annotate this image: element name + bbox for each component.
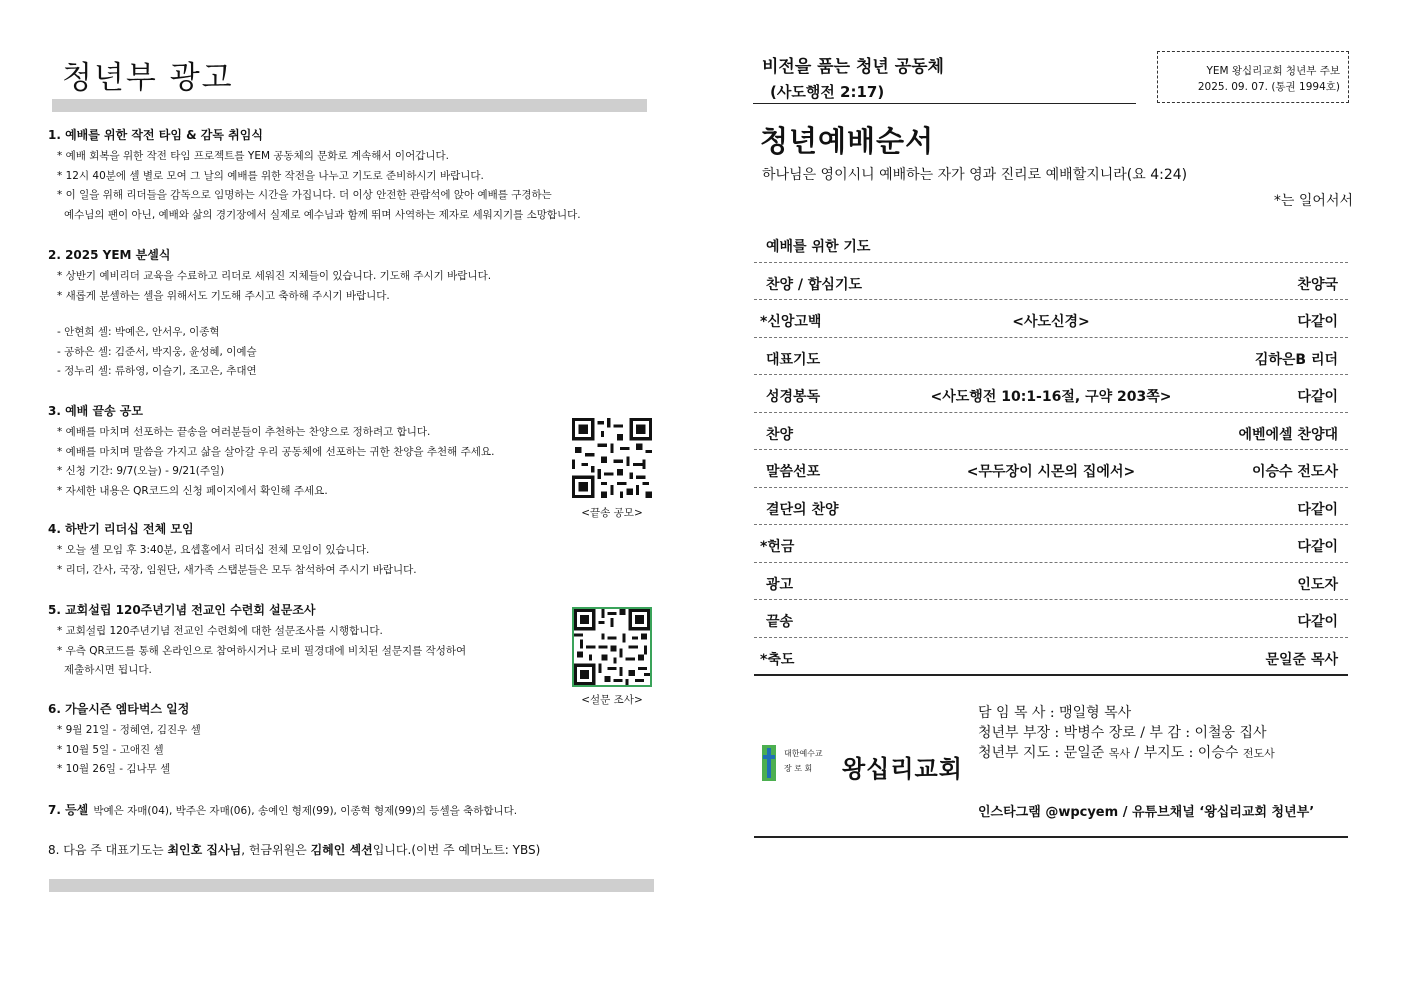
order-item-leader: 다같이 (1297, 389, 1338, 405)
section-line: * 새롭게 분셀하는 셀을 위해서도 기도해 주시고 축하해 주시기 바랍니다. (57, 289, 390, 302)
section-heading: 2. 2025 YEM 분셀식 (48, 248, 171, 262)
section-line: 제출하시면 됩니다. (64, 664, 152, 676)
order-item-leader: 김하은B 리더 (1254, 351, 1338, 368)
order-item-name: 대표기도 (766, 351, 821, 368)
cell-list-item: - 정누리 셀: 류하영, 이슬기, 조고은, 추대연 (57, 365, 257, 377)
order-item-detail: <사도행전 10:1-16절, 구약 203쪽> (930, 389, 1172, 405)
order-row (754, 225, 1348, 263)
order-row (754, 338, 1348, 376)
prayer-leader-name: 최인호 집사님 (167, 843, 242, 857)
order-item-name: 예배를 위한 기도 (766, 239, 871, 255)
notice-section-2 (48, 248, 648, 382)
order-item-leader: 이승수 전도사 (1251, 464, 1338, 480)
section-heading: 5. 교회설립 120주년기념 전교인 수련회 설문조사 (48, 603, 316, 617)
section-heading: 3. 예배 끝송 공모 (48, 404, 143, 418)
issue-date: 2025. 09. 07. (통권 1994호) (1197, 81, 1340, 93)
vision-underline (753, 103, 1136, 104)
qr-caption-survey: <설문 조사> (581, 694, 643, 706)
notice-section-8 (48, 841, 648, 858)
qr-caption-song-contest: <끝송 공모> (581, 507, 643, 519)
order-item-leader: 찬양국 (1297, 276, 1338, 293)
staff-title: 목사 (1108, 747, 1130, 760)
staff-title: 전도사 (1242, 747, 1275, 760)
order-row (754, 263, 1348, 301)
section-line: * 12시 40분에 셀 별로 모여 그 날의 예배를 위한 작전을 나누고 기도로 준비하시기 바랍니다. (57, 169, 484, 182)
section-line: * 자세한 내용은 QR코드의 신청 페이지에서 확인해 주세요. (57, 484, 328, 497)
qr-code-survey[interactable] (572, 607, 652, 687)
cell-list-item: - 공하은 셀: 김준서, 박지웅, 윤성혜, 이예슬 (57, 345, 257, 358)
section-line: * 오늘 셀 모임 후 3:40분, 요셉홀에서 리더십 전체 모임이 있습니다. (57, 544, 370, 556)
notice-section-1 (48, 128, 648, 225)
section-line: * 신청 기간: 9/7(오늘) - 9/21(주일) (57, 465, 225, 477)
section-line: * 리더, 간사, 국장, 임원단, 새가족 스탭분들은 모두 참석하여 주시기 바랍니다. (57, 563, 417, 576)
order-item-name: *헌금 (760, 539, 795, 555)
section-line: 박예은 자매(04), 박주은 자매(06), 송예인 형제(99), 이종혁 형제(99)의 등셀을 축하합니다. (93, 805, 518, 817)
cell-list-item: - 안현희 셀: 박예은, 안서우, 이종혁 (57, 326, 220, 338)
section-line: * 이 일을 위해 리더들을 감독으로 임명하는 시간을 가집니다. 더 이상 안전한 관람석에 앉아 예배를 구경하는 (57, 189, 552, 201)
section-line: * 10월 26일 - 김나무 셀 (57, 763, 171, 775)
stand-note: *는 일어서서 (1273, 193, 1353, 209)
bottom-divider-bar (49, 879, 654, 892)
order-row (754, 413, 1348, 451)
bottom-rule (754, 836, 1348, 838)
order-item-name: 찬양 / 합심기도 (766, 276, 863, 293)
order-item-name: 광고 (766, 576, 794, 593)
order-item-name: 끝송 (766, 614, 794, 630)
section-line: * 예배를 마치며 말씀을 가지고 삶을 살아갈 우리 공동체에 선포하는 귀한 찬양을 추천해 주세요. (57, 445, 495, 458)
section-line: * 예배를 마치며 선포하는 끝송을 여러분들이 추천하는 찬양으로 정하려고 합니다. (57, 426, 431, 438)
section-line: * 상반기 예비리더 교육을 수료하고 리더로 세워진 지체들이 있습니다. 기도해 주시기 바랍니다. (57, 270, 492, 282)
vision-reference: (사도행전 2:17) (770, 83, 885, 101)
section-line: * 예배 회복을 위한 작전 타임 프로젝트를 YEM 공동체의 문화로 계속해서 이어갑니다. (57, 150, 449, 162)
worship-order-list (754, 225, 1348, 676)
order-row (754, 525, 1348, 563)
section-line: 예수님의 팬이 아닌, 예배와 삶의 경기장에서 실제로 예수님과 함께 뛰며 사역하는 제자로 세워지기를 소망합니다. (64, 208, 581, 221)
order-item-leader: 다같이 (1297, 539, 1338, 555)
bulletin-name: YEM 왕십리교회 청년부 주보 (1206, 65, 1340, 77)
notice-section-5 (48, 603, 648, 681)
section-line: * 교회설립 120주년기념 전교인 수련회에 대한 설문조사를 시행합니다. (57, 625, 383, 637)
section-heading: 7. 등셀 (48, 803, 89, 817)
order-item-leader: 에벤에셀 찬양대 (1238, 426, 1338, 443)
order-item-leader: 인도자 (1297, 576, 1338, 593)
staff-senior-pastor: 담 임 목 사 : 맹일형 목사 (978, 705, 1132, 721)
logo-denomination-2: 장 로 회 (784, 764, 813, 773)
order-item-leader: 다같이 (1297, 614, 1338, 630)
offering-team-name: 김혜인 섹션 (310, 843, 373, 857)
issue-info-box (1157, 51, 1349, 103)
order-item-name: 결단의 찬양 (766, 501, 839, 518)
worship-order-title: 청년예배순서 (760, 124, 935, 158)
section-line: * 우측 QR코드를 통해 온라인으로 참여하시거나 로비 필경대에 비치된 설문지를 작성하여 (57, 644, 467, 657)
logo-denomination-1: 대한예수교 (784, 749, 823, 758)
order-item-name: 찬양 (766, 426, 794, 443)
order-row (754, 563, 1348, 601)
vision-title: 비전을 품는 청년 공동체 (762, 57, 944, 77)
order-item-name: *신앙고백 (760, 314, 822, 330)
order-item-detail: <무두장이 시몬의 집에서> (966, 464, 1136, 480)
notice-section-4 (48, 522, 648, 580)
order-item-name: 말씀선포 (766, 464, 821, 480)
order-row (754, 638, 1348, 676)
staff-directors (978, 742, 1275, 762)
order-item-leader: 다같이 (1297, 314, 1338, 330)
section-line: * 10월 5일 - 고애진 셀 (57, 743, 164, 756)
qr-code-song-contest[interactable] (572, 418, 652, 498)
order-row (754, 488, 1348, 526)
staff-text: / 부지도 : 이승수 (1129, 745, 1243, 761)
order-item-name: 성경봉독 (766, 389, 821, 405)
cross-icon (762, 745, 776, 781)
order-item-leader: 다같이 (1297, 501, 1338, 518)
order-row (754, 300, 1348, 338)
staff-department-heads: 청년부 부장 : 박병수 장로 / 부 감 : 이철웅 집사 (978, 725, 1267, 741)
section-text: , 헌금위원은 (241, 843, 311, 857)
order-item-name: *축도 (760, 651, 795, 668)
title-divider-bar (52, 99, 647, 112)
order-item-leader: 문일준 목사 (1265, 651, 1338, 668)
notice-section-7 (48, 799, 648, 818)
logo-church-name: 왕십리교회 (842, 754, 963, 783)
church-logo (762, 745, 962, 781)
section-line: * 9월 21일 - 정혜연, 김진우 셀 (57, 724, 201, 736)
order-row (754, 450, 1348, 488)
order-row (754, 600, 1348, 638)
section-heading: 1. 예배를 위한 작전 타임 & 감독 취임식 (48, 128, 263, 142)
section-heading: 4. 하반기 리더십 전체 모임 (48, 522, 194, 536)
order-item-detail: <사도신경> (1012, 314, 1090, 330)
notice-section-3 (48, 404, 648, 501)
section-text: 8. 다음 주 대표기도는 (48, 843, 168, 857)
section-heading: 6. 가을시즌 엠타벅스 일정 (48, 702, 190, 716)
staff-text: 청년부 지도 : 문일준 (978, 745, 1109, 761)
theme-verse: 하나님은 영이시니 예배하는 자가 영과 진리로 예배할지니라(요 4:24) (762, 167, 1188, 183)
section-text: 입니다.(이번 주 예머노트: YBS) (372, 843, 541, 857)
social-media-info: 인스타그램 @wpcyem / 유튜브채널 ‘왕십리교회 청년부’ (978, 805, 1315, 820)
order-row (754, 375, 1348, 413)
page-title: 청년부 광고 (62, 60, 234, 96)
notice-section-6 (48, 702, 648, 780)
